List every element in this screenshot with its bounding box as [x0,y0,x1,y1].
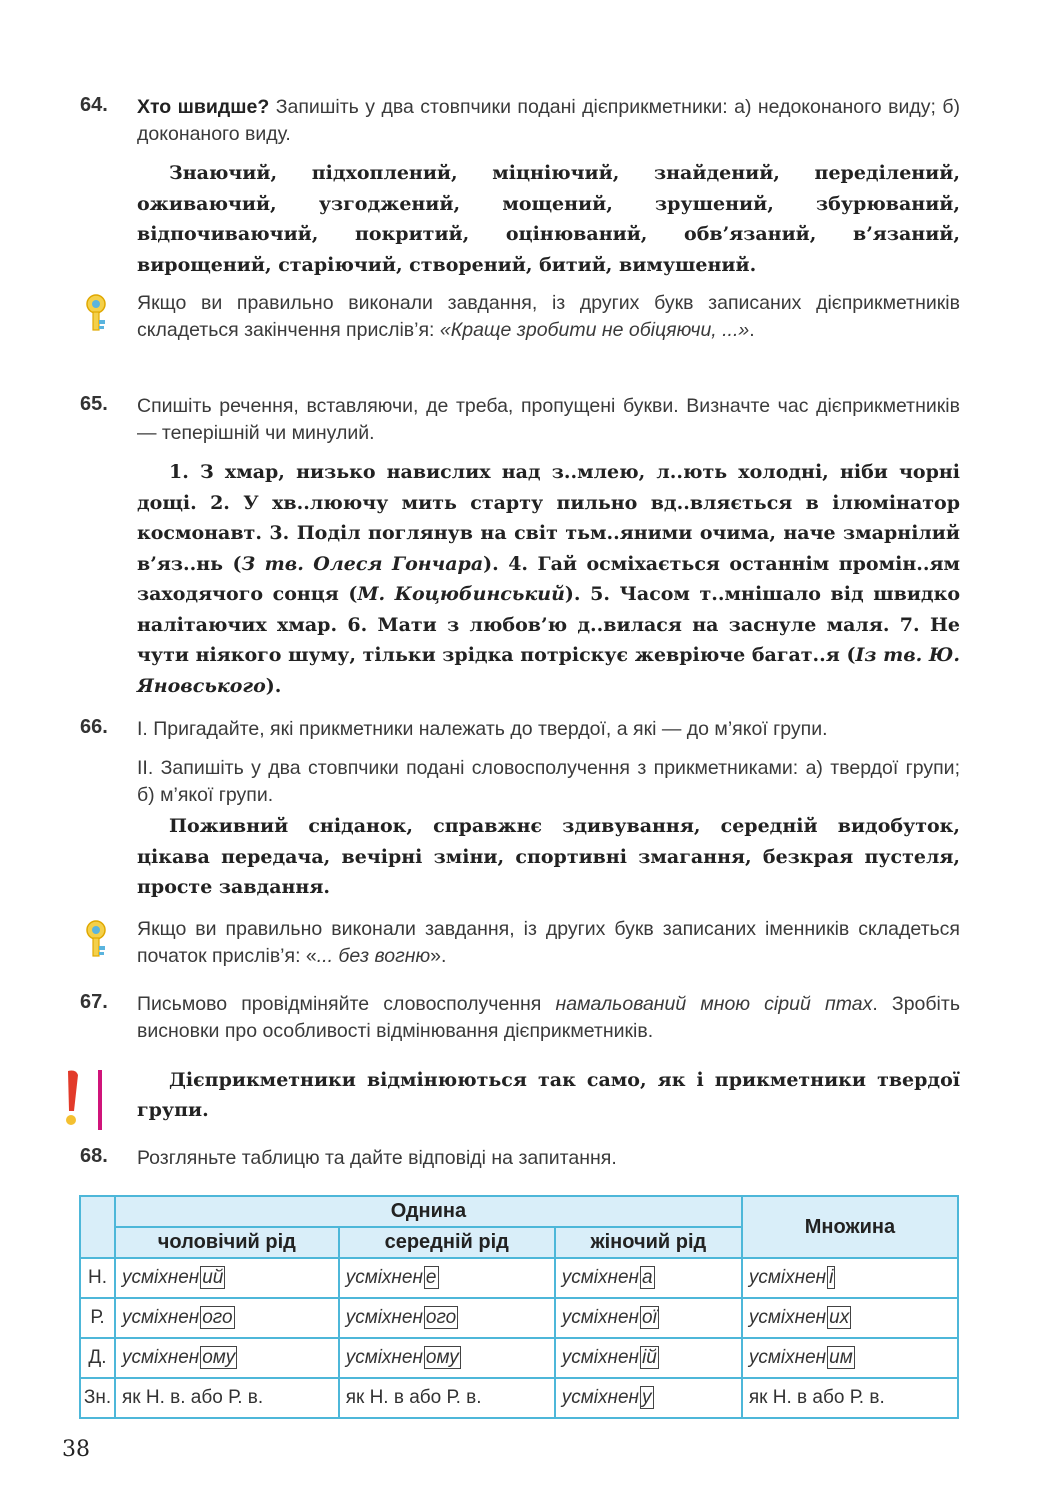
word-ending: і [829,1267,834,1288]
hint-italic: «Краще зробити не обіцяючи, ...» [439,319,750,341]
form-cell [115,1298,339,1338]
form-cell [555,1258,742,1298]
hint-main: Якщо ви правильно виконали завдання, із других букв записаних дієприкметників складеться закінчення прислів’я: [137,292,960,341]
key-icon [80,292,114,334]
task-number: 68. [80,1145,108,1167]
rule-box [58,1065,960,1125]
form-cell [742,1298,958,1338]
word-ending: ій [642,1347,657,1368]
table-row [80,1298,958,1338]
word-stem: усміхнен [561,1267,639,1288]
table-row [80,1338,958,1378]
word-ending: у [642,1387,652,1408]
word-stem: усміхнен [122,1307,200,1328]
instruction-text: . Зробіть висновки про особливості відмінювання дієприкметників. [137,993,960,1042]
form-cell [555,1298,742,1338]
form-cell [339,1378,555,1418]
task-64 [80,94,960,280]
word-stem: усміхнен [748,1307,827,1328]
form-cell [115,1258,339,1298]
word-stem: усміхнен [345,1347,423,1368]
words-text: Знаючий, підхоплений, міцніючий, знайдений, переділений, оживаючий, узгоджений, мощений, зрушений, збурюваний, відпочиваючий, покритий, оцінюваний, обв’язаний, в’язаний, вирощений, старіючий, створений, битий, вимушений. [137,162,960,276]
phrase: намальований мною сірий птах [555,993,873,1015]
task-68 [80,1145,960,1172]
table-row [80,1378,958,1418]
word-ending: ому [425,1347,459,1368]
text-part: ). [265,674,282,697]
instruction-text: Письмово провідміняйте словосполучення [137,993,556,1015]
text-part: ). 5. Часом т..мнішало від швидко налітаючих хмар. 6. Мати з любов’ю д..вилася на заснуле маля. 7. Не чути ніякого шуму, тільки зрідка потріскує жевріюче багат..я ( [137,583,960,666]
word-stem: усміхнен [748,1267,827,1288]
hint-tail: . [749,319,755,341]
hint-2 [80,916,960,970]
word-stem: усміхнен [345,1267,423,1288]
word-stem: усміхнен [561,1347,639,1368]
word-ending: их [829,1307,850,1328]
task-instruction [137,991,960,1045]
task-67 [80,991,960,1045]
task-number: 67. [80,991,108,1013]
form-cell [115,1338,339,1378]
header-singular: Однина [115,1196,742,1227]
word-stem: усміхнен [345,1307,423,1328]
cell-text: як Н. в або Р. в. [345,1387,482,1408]
page-number: 38 [62,1437,90,1462]
instruction-text: Запишіть у два стовпчики подані дієприкметники: а) недоконаного виду; б) доконаного виду. [137,96,960,145]
text-part: 1. З хмар, низько навислих над з..млею, л..ють холодні, ніби чорні дощі. 2. У хв..люючу мить старту пильно вд..вляється в ілюмінатор космонавт. 3. Поділ поглянув на світ тьм..яними очима, наче змарнілий в’яз..нь ( [137,461,960,575]
task-instruction: Спишіть речення, вставляючи, де треба, пропущені букви. Визначте час дієприкметників — теперішній чи минулий. [137,395,960,444]
word-stem: усміхнен [748,1347,827,1368]
author: З тв. Олеся Гончара [241,552,484,575]
task-instruction-2: ІІ. Запишіть у два стовпчики подані словосполучення з прикметниками: а) твердої групи; б) м’якої групи. [137,757,960,806]
sentences [137,457,960,701]
form-cell [115,1378,339,1418]
word-ending: ого [202,1307,233,1328]
task-lead: Хто швидше? [137,96,270,118]
table-row [80,1258,958,1298]
task-66 [80,716,960,903]
hint-main: Якщо ви правильно виконали завдання, із других букв записаних іменників складеться початок прислів’я: « [137,918,960,967]
author: Із тв. Ю. Яновського [137,644,960,697]
word-stem: усміхнен [561,1387,639,1408]
header-neuter: середній рід [339,1227,555,1258]
rule-text [137,1065,960,1125]
form-cell [742,1258,958,1298]
rule-bar [98,1070,102,1130]
cell-text: як Н. в або Р. в. [748,1387,885,1408]
case-label: Н. [80,1258,115,1298]
word-stem: усміхнен [122,1347,200,1368]
word-ending: им [829,1347,853,1368]
form-cell [742,1338,958,1378]
header-feminine: жіночий рід [555,1227,742,1258]
case-label: Д. [80,1338,115,1378]
word-ending: ому [202,1347,236,1368]
task-number: 64. [80,94,108,116]
declension-table [79,1195,959,1419]
text-part: ). 4. Гай осміхається останнім промін..ям заходячого сонця ( [137,552,960,605]
word-ending: ого [425,1307,457,1328]
header-masculine: чоловічий рід [115,1227,339,1258]
word-list [137,811,960,903]
case-label: Р. [80,1298,115,1338]
word-list [137,158,960,280]
task-number: 66. [80,716,108,738]
word-ending: а [642,1267,653,1288]
exclamation-icon [58,1067,88,1129]
task-instruction-1: І. Пригадайте, які прикметники належать до твердої, а які — до м’якої групи. [137,718,828,740]
hint-text [137,916,960,970]
form-cell [339,1258,555,1298]
header-plural: Множина [742,1196,958,1258]
task-65 [80,393,960,701]
form-cell [339,1298,555,1338]
word-stem: усміхнен [122,1267,200,1288]
hint-1 [80,290,960,344]
word-ending: ий [202,1267,224,1288]
hint-text [137,290,960,344]
case-label: Зн. [80,1378,115,1418]
table-corner [80,1196,115,1258]
form-cell [555,1338,742,1378]
form-cell [742,1378,958,1418]
key-icon [80,918,114,960]
words-text: Поживний сніданок, справжнє здивування, середній видобуток, цікава передача, вечірні зміни, спортивні змагання, безкрая пустеля, просте завдання. [137,815,960,898]
task-instruction [137,94,960,148]
word-ending: ої [642,1307,657,1328]
form-cell [339,1338,555,1378]
rule-content: Дієприкметники відмінюються так само, як і прикметники твердої групи. [137,1069,960,1121]
hint-tail: ». [430,945,447,967]
hint-italic: ... без вогню [316,945,431,967]
form-cell [555,1378,742,1418]
word-ending: е [425,1267,437,1288]
task-number: 65. [80,393,108,415]
task-instruction: Розгляньте таблицю та дайте відповіді на запитання. [137,1147,617,1169]
author: М. Коцюбинський [357,583,565,605]
word-stem: усміхнен [561,1307,639,1328]
cell-text: як Н. в. або Р. в. [122,1387,264,1408]
